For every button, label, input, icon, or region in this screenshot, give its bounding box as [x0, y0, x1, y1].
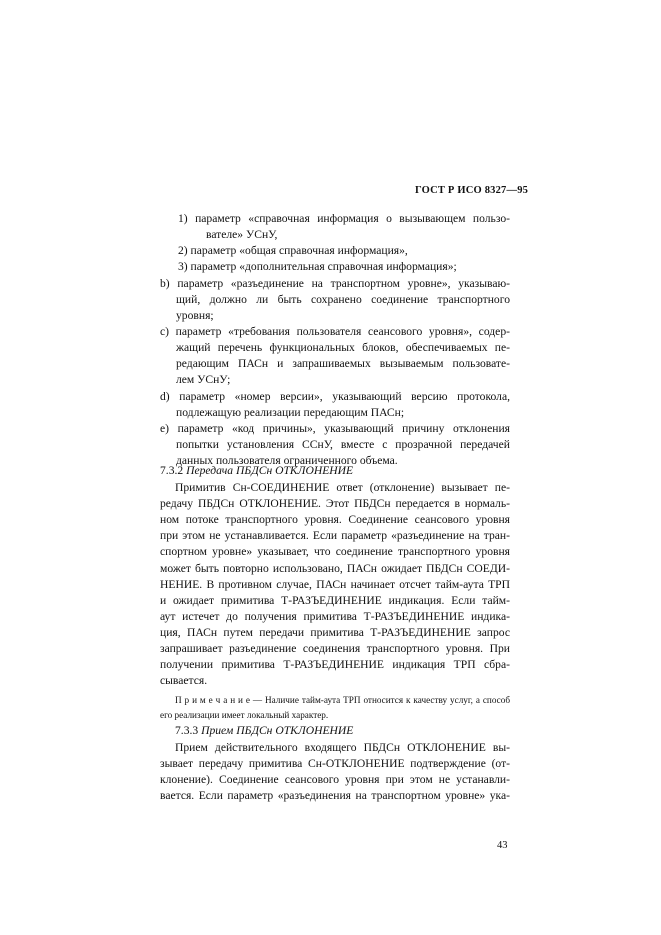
paragraph-line: ном потоке транспортного уровня. Соединение сеансового уровня [160, 513, 510, 526]
page-header: ГОСТ Р ИСО 8327—95 [415, 185, 529, 196]
section-number: 7.3.3 [175, 724, 199, 737]
list-line: e) параметр «код причины», указывающий причину отклонения [160, 422, 510, 435]
section-heading-732 [160, 463, 510, 479]
list-line: подлежащую реализации передающим ПАСн; [176, 406, 405, 419]
list-line: 1) параметр «справочная информация о вызывающем пользо- [178, 212, 510, 225]
list-line: вателе» УСнУ, [206, 228, 278, 241]
list-line: уровня; [176, 309, 214, 322]
paragraph-line: НЕНИЕ. В противном случае, ПАСн начинает отсчет тайм-аута ТРП [160, 578, 510, 591]
paragraph-line: вается. Если параметр «разъединения на транспортном уровне» ука- [160, 789, 510, 802]
paragraph-line: ция, ПАСн путем передачи примитива Т-РАЗЪЕДИНЕНИЕ запрос [160, 626, 510, 639]
note-line: его реализации имеет локальный характер. [160, 710, 329, 720]
page-number: 43 [497, 840, 508, 851]
paragraph-line: Прием действительного входящего ПБДСн ОТКЛОНЕНИЕ вы- [175, 741, 510, 754]
list-line: щий, должно ли быть сохранено соединение транспортного [176, 293, 510, 306]
paragraph-line: клонение). Соединение сеансового уровня при этом не устанавли- [160, 773, 510, 786]
list-line: попытки установления ССнУ, вместе с прозрачной передачей [176, 438, 510, 451]
list-line: c) параметр «требования пользователя сеансового уровня», содер- [160, 325, 510, 338]
paragraph-line: спортном уровне» указывает, что соединение транспортного уровня [160, 545, 510, 558]
list-line: 3) параметр «дополнительная справочная информация»; [178, 260, 457, 273]
paragraph-line: получении примитива Т-РАЗЪЕДИНЕНИЕ индикация ТРП сбра- [160, 658, 510, 671]
list-line: жащий перечень функциональных блоков, обеспечиваемых пе- [176, 341, 510, 354]
paragraph-line: сывается. [160, 674, 208, 687]
list-line: лем УСнУ; [176, 373, 231, 386]
section-number: 7.3.2 [160, 464, 184, 477]
paragraph-line: при этом не устанавливается. Если параметр «разъединение на тран- [160, 529, 510, 542]
section-heading-733 [175, 723, 525, 739]
section-title: Передача ПБДСн ОТКЛОНЕНИЕ [186, 464, 354, 477]
list-line: данных пользователя ограниченного объема. [176, 454, 398, 467]
paragraph-line: аут истечет до получения примитива Т-РАЗЪЕДИНЕНИЕ индика- [160, 610, 510, 623]
paragraph-line: и ожидает примитива Т-РАЗЪЕДИНЕНИЕ индикация. Если тайм- [160, 594, 510, 607]
list-line: редающим ПАСн и запрашиваемых вызываемым пользовате- [176, 357, 510, 370]
paragraph-line: Примитив Сн-СОЕДИНЕНИЕ ответ (отклонение) вызывает пе- [175, 481, 510, 494]
list-line: 2) параметр «общая справочная информация», [178, 244, 408, 257]
paragraph-line: может быть повторно использовано, ПАСн ожидает ПБДСн СОЕДИ- [160, 562, 510, 575]
paragraph-line: редачу ПБДСн ОТКЛОНЕНИЕ. Этот ПБДСн передается в нормаль- [160, 497, 510, 510]
note-line: П р и м е ч а н и е — Наличие тайм-аута ТРП относится к качеству услуг, а способ [175, 695, 510, 705]
list-line: d) параметр «номер версии», указывающий версию протокола, [160, 390, 510, 403]
section-title: Прием ПБДСн ОТКЛОНЕНИЕ [201, 724, 354, 737]
paragraph-line: зывает передачу примитива Сн-ОТКЛОНЕНИЕ подтверждение (от- [160, 757, 510, 770]
list-line: b) параметр «разъединение на транспортном уровне», указываю- [160, 277, 510, 290]
paragraph-line: запрашивает разъединение соединения транспортного уровня. При [160, 642, 510, 655]
